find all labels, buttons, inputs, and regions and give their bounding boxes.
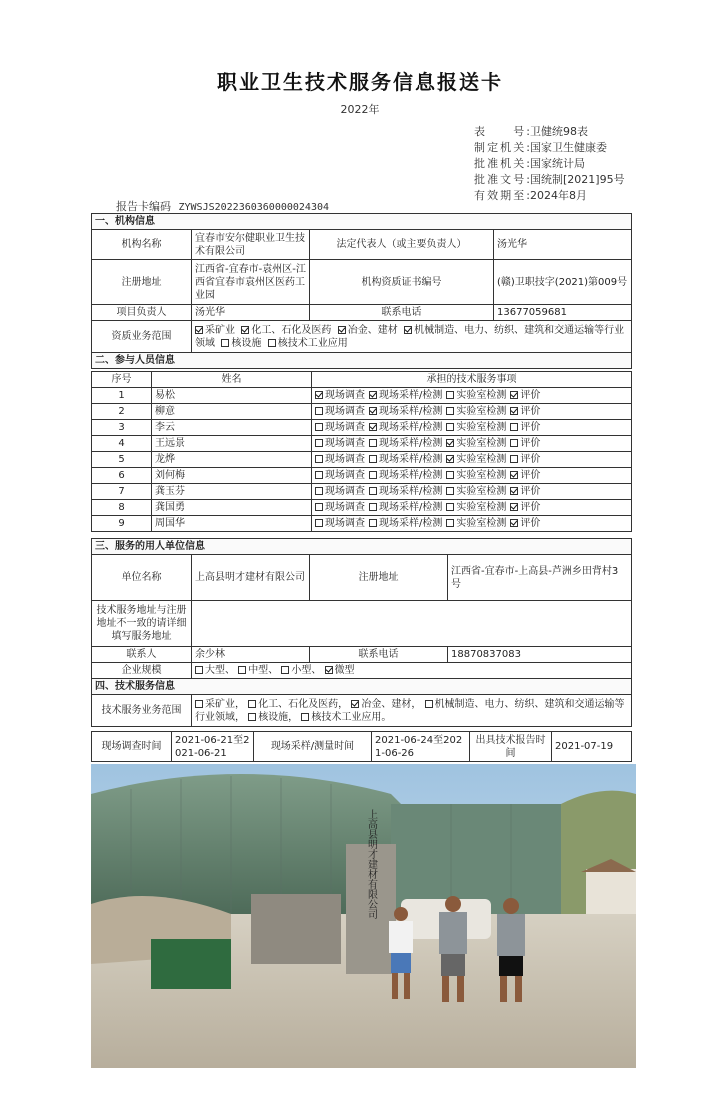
staff-no: 3	[92, 420, 152, 436]
task-option	[510, 502, 540, 513]
task-label: 现场调查	[325, 406, 365, 417]
task-label: 现场调查	[325, 390, 365, 401]
task-label: 现场采样/检测	[379, 502, 443, 513]
contact-phone-value: 18870837083	[448, 647, 632, 663]
staff-name: 龙烨	[152, 452, 312, 468]
staff-no: 2	[92, 404, 152, 420]
site-photo	[91, 764, 636, 1068]
staff-no: 6	[92, 468, 152, 484]
sampling-time-label: 现场采样/测量时间	[254, 732, 372, 762]
scope-checkbox[interactable]	[338, 326, 346, 334]
task-option	[315, 518, 365, 529]
service-scope-option	[301, 712, 391, 723]
task-label: 现场采样/检测	[379, 486, 443, 497]
col-name-header: 姓名	[152, 372, 312, 388]
service-scope-label-text: 采矿业，	[205, 698, 245, 710]
service-scope-checkbox[interactable]	[425, 700, 433, 708]
task-checkbox[interactable]	[446, 423, 454, 431]
size-checkbox[interactable]	[238, 666, 246, 674]
task-option	[446, 486, 506, 497]
task-checkbox[interactable]	[510, 439, 518, 447]
meta-row	[474, 188, 714, 204]
staff-no: 1	[92, 388, 152, 404]
section-heading-employer: 三、服务的用人单位信息	[92, 539, 632, 555]
meta-value: 卫健统98表	[530, 125, 588, 138]
staff-rows	[92, 388, 632, 532]
meta-value: 国家统计局	[530, 157, 585, 170]
service-address-value	[192, 601, 632, 647]
task-label: 现场采样/检测	[379, 470, 443, 481]
task-option	[510, 406, 540, 417]
unit-address-label: 注册地址	[310, 555, 448, 601]
task-checkbox[interactable]	[315, 471, 323, 479]
trash-bins	[151, 939, 231, 989]
task-checkbox[interactable]	[446, 471, 454, 479]
staff-no: 8	[92, 500, 152, 516]
meta-value: 2024年8月	[530, 189, 587, 202]
scope-option-label: 冶金、建材	[347, 324, 398, 336]
staff-tasks	[312, 436, 632, 452]
task-checkbox[interactable]	[369, 455, 377, 463]
task-checkbox[interactable]	[446, 519, 454, 527]
cert-label: 机构资质证书编号	[310, 260, 494, 305]
size-option	[281, 665, 311, 676]
scope-option-label: 核设施	[231, 337, 262, 349]
task-option	[369, 454, 442, 465]
task-option	[510, 390, 540, 401]
task-option	[315, 390, 365, 401]
scope-option-label: 机械制造、电力、纺织、建筑和交通运输等行业领域	[195, 324, 625, 349]
small-building	[586, 869, 636, 914]
task-label: 评价	[520, 422, 541, 433]
staff-name: 刘何梅	[152, 468, 312, 484]
task-label: 现场采样/检测	[379, 454, 443, 465]
staff-row	[92, 404, 632, 420]
task-checkbox[interactable]	[315, 519, 323, 527]
task-checkbox[interactable]	[369, 439, 377, 447]
task-option	[510, 470, 540, 481]
task-option	[446, 454, 506, 465]
task-label: 评价	[520, 518, 541, 529]
task-option	[315, 454, 365, 465]
col-tasks-header: 承担的技术服务事项	[312, 372, 632, 388]
serial-line	[116, 198, 329, 214]
staff-tasks	[312, 404, 632, 420]
reg-address-label: 注册地址	[92, 260, 192, 305]
staff-tasks	[312, 500, 632, 516]
size-option	[195, 665, 225, 676]
task-label: 现场调查	[325, 438, 365, 449]
size-option	[238, 665, 268, 676]
report-time-label: 出具技术报告时间	[470, 732, 552, 762]
form-year: 2022年	[340, 103, 380, 116]
task-option	[446, 502, 506, 513]
staff-name: 龚国勇	[152, 500, 312, 516]
service-scope-label-text: 机械制造、电力、纺织、建筑和交通运输等行业领域，	[195, 698, 625, 723]
task-checkbox[interactable]	[510, 519, 518, 527]
task-checkbox[interactable]	[510, 391, 518, 399]
contact-value: 余少林	[192, 647, 310, 663]
task-checkbox[interactable]	[369, 503, 377, 511]
service-scope-label-text: 核技术工业应用。	[311, 711, 392, 723]
task-checkbox[interactable]	[369, 471, 377, 479]
task-option	[446, 470, 506, 481]
task-checkbox[interactable]	[315, 455, 323, 463]
scope-option-label: 核技术工业应用	[277, 337, 348, 349]
col-no-header: 序号	[92, 372, 152, 388]
task-label: 实验室检测	[456, 486, 507, 497]
task-option	[369, 406, 442, 417]
task-label: 实验室检测	[456, 390, 507, 401]
task-checkbox[interactable]	[446, 439, 454, 447]
meta-key: 有效期至:	[474, 189, 530, 202]
task-option	[446, 422, 506, 433]
task-checkbox[interactable]	[446, 503, 454, 511]
task-label: 实验室检测	[456, 502, 507, 513]
size-option	[325, 665, 355, 676]
survey-time-label: 现场调查时间	[92, 732, 172, 762]
serial-value: ZYWSJS2022360360000024304	[178, 202, 330, 213]
service-scope-checkbox[interactable]	[301, 713, 309, 721]
staff-no: 7	[92, 484, 152, 500]
greenhouse-right	[391, 804, 571, 914]
meta-row	[474, 156, 714, 172]
staff-name: 柳意	[152, 404, 312, 420]
scope-checkbox[interactable]	[195, 326, 203, 334]
section-heading-service: 四、技术服务信息	[92, 679, 632, 695]
section-heading-staff: 二、参与人员信息	[92, 353, 632, 369]
info-form	[91, 213, 632, 369]
section-heading-org: 一、机构信息	[92, 214, 632, 230]
meta-row	[474, 124, 714, 140]
task-option	[510, 518, 540, 529]
qual-scope-options	[192, 321, 632, 353]
size-checkbox[interactable]	[195, 666, 203, 674]
task-checkbox[interactable]	[315, 439, 323, 447]
scope-option	[241, 325, 331, 336]
meta-value: 国统制[2021]95号	[530, 173, 625, 186]
staff-tasks	[312, 420, 632, 436]
staff-name: 周国华	[152, 516, 312, 532]
unit-name-value: 上高县明才建材有限公司	[192, 555, 310, 601]
task-option	[369, 518, 442, 529]
service-scope-checkbox[interactable]	[248, 713, 256, 721]
staff-name: 李云	[152, 420, 312, 436]
task-checkbox[interactable]	[510, 407, 518, 415]
staff-tasks	[312, 484, 632, 500]
survey-time-value: 2021-06-21至2021-06-21	[172, 732, 254, 762]
task-checkbox[interactable]	[510, 471, 518, 479]
task-option	[315, 470, 365, 481]
sign-text: 上高县明才建材有限公司	[365, 809, 377, 919]
staff-row	[92, 436, 632, 452]
service-scope-label-text: 核设施，	[258, 711, 299, 723]
scope-option	[268, 338, 348, 349]
task-label: 现场采样/检测	[379, 422, 443, 433]
task-option	[446, 438, 506, 449]
staff-tasks	[312, 468, 632, 484]
legal-rep-value: 汤光华	[494, 230, 632, 260]
staff-row	[92, 500, 632, 516]
staff-row	[92, 516, 632, 532]
staff-no: 9	[92, 516, 152, 532]
service-scope-checkbox[interactable]	[248, 700, 256, 708]
org-name-label: 机构名称	[92, 230, 192, 260]
org-phone-label: 联系电话	[310, 305, 494, 321]
staff-name: 王远景	[152, 436, 312, 452]
service-scope-options	[192, 695, 632, 727]
size-option-label: 大型	[205, 665, 225, 676]
task-label: 实验室检测	[456, 454, 507, 465]
task-label: 评价	[520, 406, 541, 417]
task-checkbox[interactable]	[369, 487, 377, 495]
service-address-label: 技术服务地址与注册地址不一致的请详细填写服务地址	[92, 601, 192, 647]
task-option	[369, 390, 442, 401]
staff-no: 5	[92, 452, 152, 468]
task-label: 现场调查	[325, 486, 365, 497]
unit-name-label: 单位名称	[92, 555, 192, 601]
staff-row	[92, 468, 632, 484]
task-option	[369, 422, 442, 433]
meta-key: 批准文号:	[474, 173, 530, 186]
service-scope-option	[248, 712, 298, 723]
contact-label: 联系人	[92, 647, 192, 663]
meta-value: 国家卫生健康委	[530, 141, 607, 154]
task-checkbox[interactable]	[369, 407, 377, 415]
task-label: 现场采样/检测	[379, 390, 443, 401]
task-label: 评价	[520, 502, 541, 513]
org-phone-value: 13677059681	[494, 305, 632, 321]
task-label: 实验室检测	[456, 518, 507, 529]
project-leader-label: 项目负责人	[92, 305, 192, 321]
task-option	[369, 470, 442, 481]
task-checkbox[interactable]	[315, 503, 323, 511]
unit-address-value: 江西省-宜春市-上高县-芦洲乡田背村3号	[448, 555, 632, 601]
staff-tasks	[312, 452, 632, 468]
site-photo-illustration	[91, 764, 636, 1068]
meta-row	[474, 140, 714, 156]
task-label: 实验室检测	[456, 470, 507, 481]
task-option	[315, 502, 365, 513]
service-scope-checkbox[interactable]	[195, 700, 203, 708]
service-scope-label-text: 冶金、建材，	[361, 698, 422, 710]
staff-no: 4	[92, 436, 152, 452]
sampling-time-value: 2021-06-24至2021-06-26	[372, 732, 470, 762]
task-checkbox[interactable]	[369, 391, 377, 399]
contact-phone-label: 联系电话	[310, 647, 448, 663]
service-scope-label-text: 化工、石化及医药，	[258, 698, 349, 710]
task-checkbox[interactable]	[315, 423, 323, 431]
employer-table	[91, 538, 632, 727]
task-label: 现场调查	[325, 470, 365, 481]
task-option	[446, 518, 506, 529]
size-label: 企业规模	[92, 663, 192, 679]
task-option	[369, 502, 442, 513]
meta-block	[474, 124, 714, 204]
task-option	[315, 422, 365, 433]
task-label: 现场采样/检测	[379, 518, 443, 529]
task-label: 现场采样/检测	[379, 406, 443, 417]
service-scope-checkbox[interactable]	[351, 700, 359, 708]
task-option	[315, 438, 365, 449]
scope-option	[195, 325, 235, 336]
task-label: 现场调查	[325, 422, 365, 433]
dates-table	[91, 731, 632, 762]
meta-row	[474, 172, 714, 188]
size-option-label: 中型	[248, 665, 269, 676]
staff-tasks	[312, 516, 632, 532]
task-checkbox[interactable]	[446, 407, 454, 415]
task-checkbox[interactable]	[510, 503, 518, 511]
task-label: 现场调查	[325, 518, 365, 529]
size-options: 大型、 中型、 小型、 微型	[192, 663, 632, 679]
staff-row	[92, 388, 632, 404]
scope-checkbox[interactable]	[241, 326, 249, 334]
task-label: 现场调查	[325, 502, 365, 513]
task-checkbox[interactable]	[510, 423, 518, 431]
serial-label: 报告卡编码	[116, 200, 171, 213]
task-checkbox[interactable]	[315, 407, 323, 415]
task-option	[510, 454, 540, 465]
task-option	[446, 390, 506, 401]
task-option	[315, 406, 365, 417]
task-checkbox[interactable]	[446, 455, 454, 463]
size-option-label: 小型	[291, 665, 312, 676]
cert-value: (赣)卫职技字(2021)第009号	[494, 260, 632, 305]
scope-option-label: 采矿业	[205, 324, 235, 336]
task-label: 评价	[520, 390, 541, 401]
task-option	[510, 438, 540, 449]
scope-option	[338, 325, 398, 336]
staff-row	[92, 484, 632, 500]
staff-row	[92, 420, 632, 436]
staff-name: 龚玉芬	[152, 484, 312, 500]
service-scope-option	[248, 699, 348, 710]
brick-wall	[251, 894, 341, 964]
task-label: 现场调查	[325, 454, 365, 465]
org-name-value: 宜春市安尔健职业卫生技术有限公司	[192, 230, 310, 260]
staff-name: 易松	[152, 388, 312, 404]
task-checkbox[interactable]	[369, 423, 377, 431]
task-label: 实验室检测	[456, 422, 507, 433]
scope-option	[221, 338, 261, 349]
staff-row	[92, 452, 632, 468]
service-scope-label: 技术服务业务范围	[92, 695, 192, 727]
task-checkbox[interactable]	[369, 519, 377, 527]
task-label: 评价	[520, 486, 541, 497]
task-label: 评价	[520, 438, 541, 449]
reg-address-value: 江西省-宜春市-袁州区-江西省宜春市袁州区医药工业园	[192, 260, 310, 305]
staff-tasks	[312, 388, 632, 404]
task-label: 实验室检测	[456, 406, 507, 417]
staff-table	[91, 371, 632, 532]
form-title: 职业卫生技术服务信息报送卡	[217, 70, 503, 94]
project-leader-value: 汤光华	[192, 305, 310, 321]
task-checkbox[interactable]	[315, 487, 323, 495]
task-option	[446, 406, 506, 417]
size-checkbox[interactable]	[281, 666, 289, 674]
service-scope-option	[195, 699, 245, 710]
size-option-label: 微型	[334, 665, 355, 676]
scope-checkbox[interactable]	[221, 339, 229, 347]
meta-key: 表 号:	[474, 125, 530, 138]
size-checkbox[interactable]	[325, 666, 333, 674]
task-label: 评价	[520, 454, 541, 465]
task-option	[369, 486, 442, 497]
meta-key: 批准机关:	[474, 157, 530, 170]
task-label: 评价	[520, 470, 541, 481]
service-scope-option	[351, 699, 421, 710]
task-label: 实验室检测	[456, 438, 507, 449]
task-option	[510, 486, 540, 497]
task-checkbox[interactable]	[446, 487, 454, 495]
task-label: 现场采样/检测	[379, 438, 443, 449]
meta-key: 制定机关:	[474, 141, 530, 154]
qual-scope-label: 资质业务范围	[92, 321, 192, 353]
task-checkbox[interactable]	[315, 391, 323, 399]
task-checkbox[interactable]	[510, 455, 518, 463]
scope-option-label: 化工、石化及医药	[251, 324, 332, 336]
scope-checkbox[interactable]	[268, 339, 276, 347]
task-option	[369, 438, 442, 449]
scope-checkbox[interactable]	[404, 326, 412, 334]
task-option	[315, 486, 365, 497]
legal-rep-label: 法定代表人（或主要负责人）	[310, 230, 494, 260]
report-time-value: 2021-07-19	[552, 732, 632, 762]
task-option	[510, 422, 540, 433]
task-checkbox[interactable]	[446, 391, 454, 399]
task-checkbox[interactable]	[510, 487, 518, 495]
